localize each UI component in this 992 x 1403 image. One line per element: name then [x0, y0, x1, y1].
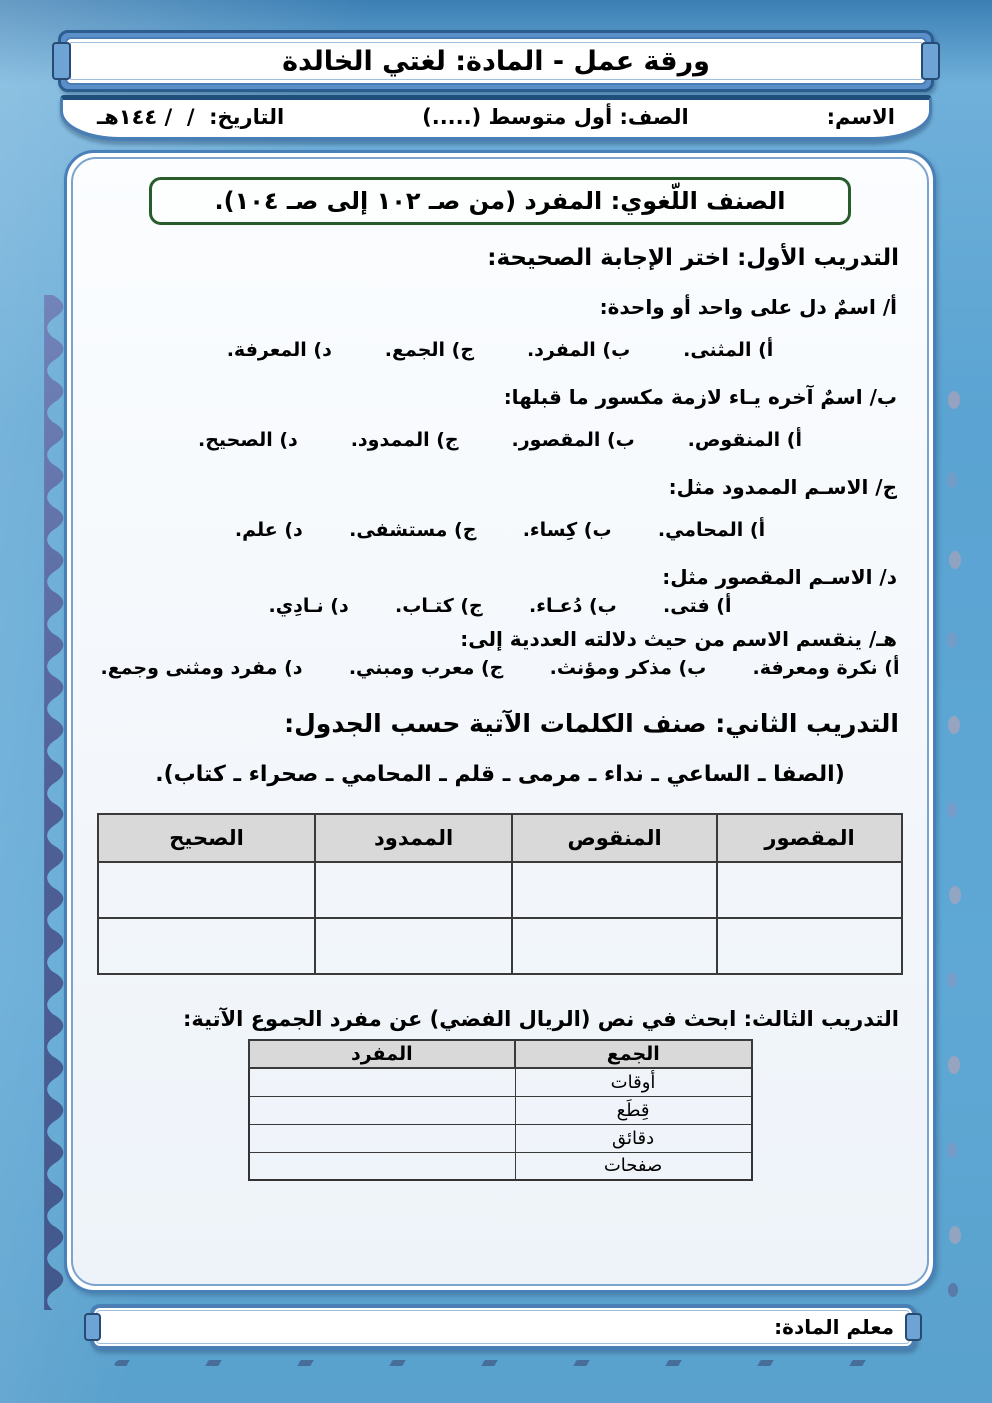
answer-cell [315, 862, 512, 918]
exercise1-question-d-options: أ) فتى. ب) دُعـاء. ج) كتـاب. د) نـادِي. [268, 595, 732, 617]
teacher-footer-box [90, 1304, 916, 1350]
singular-cell [249, 1096, 516, 1124]
info-bar [60, 95, 932, 141]
answer-cell [315, 918, 512, 974]
bottom-dash-decoration [113, 1360, 938, 1366]
header-banner [58, 30, 934, 92]
exercise1-question-d-prompt: د/ الاسـم المقصور مثل: [662, 565, 897, 589]
classification-table-row [98, 862, 902, 918]
lesson-title-box [149, 177, 850, 225]
exercise3-title: التدريب الثالث: ابحث في نص (الريال الفضي) عن مفرد الجموع الآتية: [182, 1007, 899, 1031]
exercise1-title: التدريب الأول: اختر الإجابة الصحيحة: [487, 245, 899, 271]
teacher-label: معلم المادة: [774, 1315, 894, 1339]
answer-cell [98, 862, 315, 918]
plural-table-row [249, 1068, 752, 1096]
answer-cell [98, 918, 315, 974]
plural-cell: دقائق [515, 1124, 751, 1152]
plural-singular-table [248, 1039, 753, 1181]
exercise1-question-e-prompt: هـ/ ينقسم الاسم من حيث دلالته العددية إلى: [460, 627, 897, 651]
answer-cell [717, 918, 902, 974]
plural-cell: أوقات [515, 1068, 751, 1096]
plural-table-row [249, 1152, 752, 1180]
torn-paper-edge-right [944, 385, 966, 1305]
col-header-manqus: المنقوص [512, 814, 717, 862]
exercise1-question-b-options: أ) المنقوص. ب) المقصور. ج) الممدود. د) الصحيح. [198, 429, 802, 451]
plural-table-header-row [249, 1040, 752, 1068]
answer-cell [512, 918, 717, 974]
plural-cell: صفحات [515, 1152, 751, 1180]
col-header-singular: المفرد [249, 1040, 516, 1068]
lesson-title: الصنف اللّغوي: المفرد (من صـ ١٠٢ إلى صـ ١٠٤). [214, 187, 786, 215]
col-header-sahih: الصحيح [98, 814, 315, 862]
exercise1-question-a-options: أ) المثنى. ب) المفرد. ج) الجمع. د) المعرفة. [226, 339, 774, 361]
main-content [71, 157, 929, 1286]
plural-cell: قِطَع [515, 1096, 751, 1124]
exercise2-title: التدريب الثاني: صنف الكلمات الآتية حسب الجدول: [284, 709, 899, 738]
plural-table-row [249, 1096, 752, 1124]
classification-table-row [98, 918, 902, 974]
header-banner-inner [65, 37, 927, 85]
main-content-frame [64, 150, 936, 1293]
class-label: الصف: أول متوسط (.....) [422, 104, 689, 129]
classification-table-header-row [98, 814, 902, 862]
singular-cell [249, 1124, 516, 1152]
exercise1-question-e-options: أ) نكرة ومعرفة. ب) مذكر ومؤنث. ج) معرب ومبني. د) مفرد ومثنى وجمع. [100, 657, 900, 679]
exercise1-question-b-prompt: ب/ اسمٌ آخره يـاء لازمة مكسور ما قبلها: [503, 385, 897, 409]
name-label: الاسم: [826, 104, 895, 129]
classification-table [97, 813, 903, 975]
exercise1-question-a-prompt: أ/ اسمٌ دل على واحد أو واحدة: [599, 295, 897, 319]
col-header-plural: الجمع [515, 1040, 751, 1068]
singular-cell [249, 1068, 516, 1096]
worksheet-title: ورقة عمل - المادة: لغتي الخالدة [282, 45, 710, 77]
exercise1-question-c-options: أ) المحامي. ب) كِساء. ج) مستشفى. د) علم. [234, 519, 766, 541]
col-header-mamdud: الممدود [315, 814, 512, 862]
answer-cell [717, 862, 902, 918]
plural-table-row [249, 1124, 752, 1152]
exercise2-word-list: (الصفا ـ الساعي ـ نداء ـ مرمى ـ قلم ـ المحامي ـ صحراء ـ كتاب). [155, 762, 845, 787]
singular-cell [249, 1152, 516, 1180]
col-header-maqsur: المقصور [717, 814, 902, 862]
exercise1-question-c-prompt: ج/ الاسـم الممدود مثل: [668, 475, 897, 499]
answer-cell [512, 862, 717, 918]
date-label: التاريخ: / / ١٤٤هـ [97, 104, 285, 129]
